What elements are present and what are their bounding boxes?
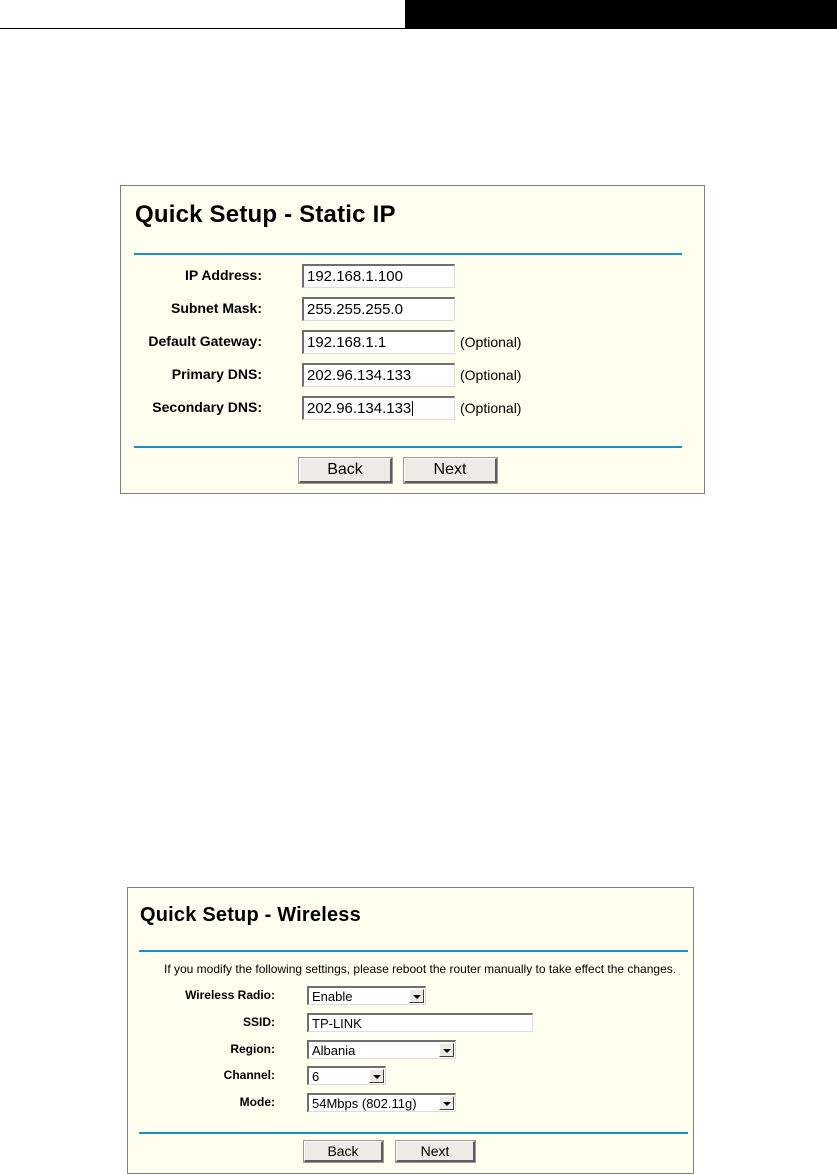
wireless-notice: If you modify the following settings, please reboot the router manually to take effect the changes.	[164, 962, 677, 976]
ssid-input[interactable]	[307, 1013, 533, 1032]
chevron-down-icon[interactable]	[439, 1043, 454, 1057]
wireless-radio-select[interactable]	[307, 986, 426, 1005]
default-gateway-value: 192.168.1.1	[307, 334, 387, 351]
subnet-mask-value: 255.255.255.0	[307, 301, 403, 318]
primary-dns-input[interactable]	[302, 363, 455, 387]
static-ip-title: Quick Setup - Static IP	[135, 201, 396, 228]
secondary-dns-label: Secondary DNS:	[152, 399, 262, 415]
default-gateway-label: Default Gateway:	[148, 333, 262, 349]
static-ip-panel	[120, 185, 705, 494]
primary-dns-value: 202.96.134.133	[307, 367, 412, 384]
static-ip-bottom-rule	[134, 446, 682, 448]
wireless-radio-label: Wireless Radio:	[185, 988, 275, 1002]
ssid-value: TP-LINK	[312, 1016, 362, 1031]
wireless-top-rule	[139, 950, 688, 952]
default-gateway-input[interactable]	[302, 330, 455, 354]
default-gateway-optional-note: (Optional)	[460, 334, 522, 350]
ip-address-value: 192.168.1.100	[307, 268, 403, 285]
channel-value: 6	[312, 1069, 320, 1084]
secondary-dns-input[interactable]	[302, 396, 455, 420]
subnet-mask-label: Subnet Mask:	[170, 300, 262, 316]
region-label: Region:	[230, 1042, 275, 1056]
wireless-next-button[interactable]: Next	[396, 1141, 475, 1162]
chevron-down-icon[interactable]	[369, 1069, 384, 1083]
secondary-dns-value: 202.96.134.133	[307, 400, 412, 417]
secondary-dns-optional-note: (Optional)	[460, 400, 522, 416]
region-value: Albania	[312, 1043, 356, 1058]
mode-select[interactable]	[307, 1093, 456, 1112]
ssid-label: SSID:	[242, 1015, 275, 1029]
ip-address-input[interactable]	[302, 264, 455, 288]
mode-label: Mode:	[239, 1095, 275, 1109]
chevron-down-icon[interactable]	[409, 989, 424, 1003]
subnet-mask-input[interactable]	[302, 297, 455, 321]
chevron-down-icon[interactable]	[439, 1096, 454, 1110]
text-cursor	[412, 401, 413, 416]
header-bar	[405, 0, 837, 29]
wireless-radio-value: Enable	[312, 989, 353, 1004]
wireless-back-button[interactable]: Back	[304, 1141, 383, 1162]
mode-value: 54Mbps (802.11g)	[312, 1096, 417, 1111]
static-ip-back-button[interactable]: Back	[299, 458, 392, 483]
wireless-title: Quick Setup - Wireless	[140, 904, 361, 926]
static-ip-top-rule	[134, 253, 682, 255]
primary-dns-optional-note: (Optional)	[460, 367, 522, 383]
region-select[interactable]	[307, 1040, 456, 1059]
static-ip-next-button[interactable]: Next	[404, 458, 497, 483]
primary-dns-label: Primary DNS:	[171, 366, 262, 382]
wireless-bottom-rule	[139, 1132, 688, 1134]
wireless-panel	[127, 887, 694, 1174]
ip-address-label: IP Address:	[184, 267, 262, 283]
channel-select[interactable]	[307, 1066, 386, 1085]
channel-label: Channel:	[223, 1068, 275, 1082]
